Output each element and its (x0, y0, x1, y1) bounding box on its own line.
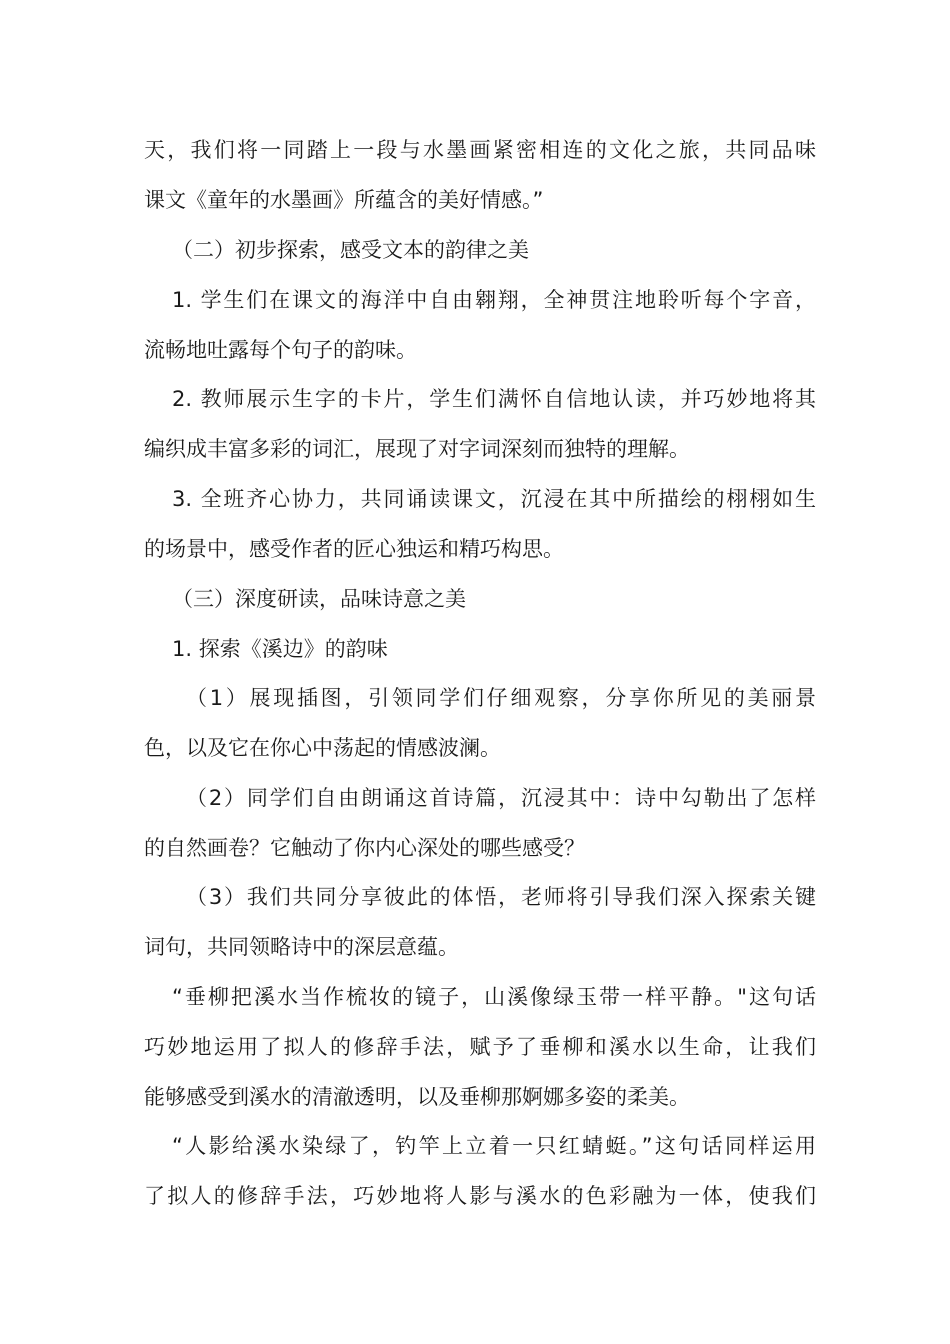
text-line-2: 课文《童年的水墨画》所蕴含的美好情感。” (144, 188, 544, 212)
text-line-15: 的自然画卷？它触动了你内心深处的哪些感受？ (144, 836, 585, 860)
text-line-12: （1）展现插图，引领同学们仔细观察，分享你所见的美丽景 (186, 686, 816, 710)
text-line-13: 色，以及它在你心中荡起的情感波澜。 (144, 736, 501, 760)
text-line-19: 巧妙地运用了拟人的修辞手法，赋予了垂柳和溪水以生命，让我们 (144, 1035, 816, 1059)
text-line-21: “人影给溪水染绿了，钓竿上立着一只红蜻蜓。”这句话同样运用 (172, 1134, 816, 1158)
text-line-4: 1. 学生们在课文的海洋中自由翱翔，全神贯注地聆听每个字音， (172, 288, 816, 312)
text-line-16: （3）我们共同分享彼此的体悟，老师将引导我们深入探索关键 (186, 885, 816, 909)
text-line-6: 2. 教师展示生字的卡片，学生们满怀自信地认读，并巧妙地将其 (172, 387, 816, 411)
section-heading-2: （二）初步探索，感受文本的韵律之美 (172, 238, 529, 262)
text-line-9: 的场景中，感受作者的匠心独运和精巧构思。 (144, 537, 564, 561)
text-line-22: 了拟人的修辞手法，巧妙地将人影与溪水的色彩融为一体，使我们 (144, 1184, 816, 1208)
text-line-5: 流畅地吐露每个句子的韵味。 (144, 338, 417, 362)
text-line-7: 编织成丰富多彩的词汇，展现了对字词深刻而独特的理解。 (144, 437, 690, 461)
text-line-14: （2）同学们自由朗诵这首诗篇，沉浸其中：诗中勾勒出了怎样 (186, 786, 816, 810)
text-line-18: “垂柳把溪水当作梳妆的镜子，山溪像绿玉带一样平静。"这句话 (172, 985, 816, 1009)
text-line-17: 词句，共同领略诗中的深层意蕴。 (144, 935, 459, 959)
text-line-8: 3. 全班齐心协力，共同诵读课文，沉浸在其中所描绘的栩栩如生 (172, 487, 816, 511)
text-line-1: 天，我们将一同踏上一段与水墨画紧密相连的文化之旅，共同品味 (144, 138, 816, 162)
subsection-heading: 1. 探索《溪边》的韵味 (172, 637, 388, 661)
text-line-20: 能够感受到溪水的清澈透明，以及垂柳那婀娜多姿的柔美。 (144, 1085, 690, 1109)
section-heading-3: （三）深度研读，品味诗意之美 (172, 587, 466, 611)
